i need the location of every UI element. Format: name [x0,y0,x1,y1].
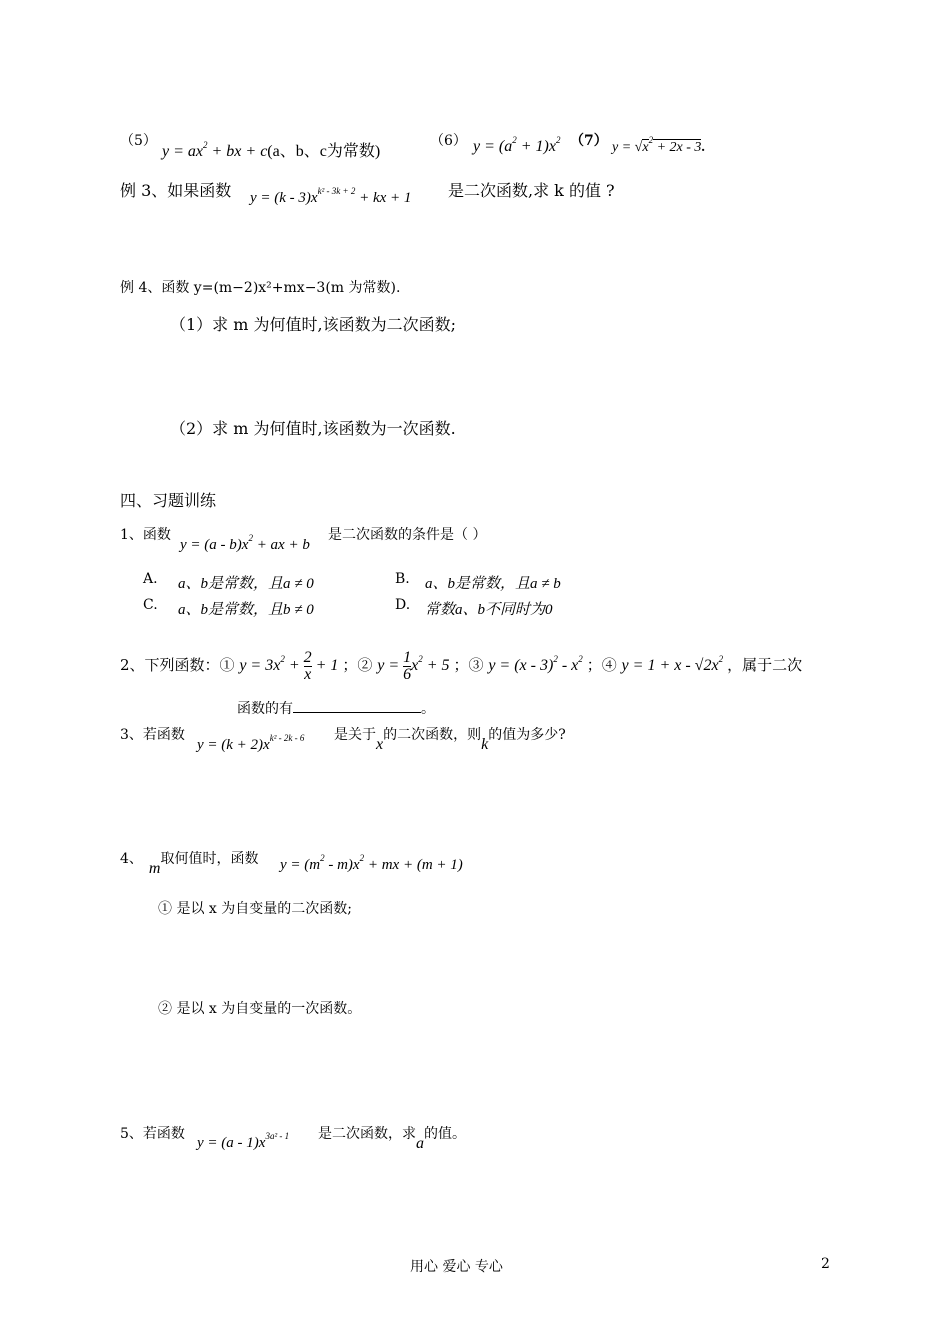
problem-3-text: 的值为多少? [488,727,566,743]
separator: ；③ [453,656,484,675]
variable-a: a [416,1135,424,1152]
formula-6: $y = (a^2 + 1)x^2$ [473,135,561,155]
problem-3-formula [197,733,305,754]
problem-4-q2: ② 是以 x 为自变量的一次函数。 [158,1001,362,1017]
option-b-text: a、b是常数，且a ≠ b [425,576,561,592]
option-b-label: B. [395,571,410,587]
example-3-question: 是二次函数,求 k 的值 ? [448,181,615,200]
formula-part: y = 1 + x - √2x [621,657,719,675]
problem-5-formula [197,1131,290,1152]
problem-3-rest [334,724,566,753]
variable-m: m [148,860,161,877]
problem-3-exponent: k² - 2k - 6 [269,733,305,743]
separator: ；④ [586,656,617,675]
problem-2-answer-prompt: 函数的有 [237,701,293,717]
formula-part: + 1 [311,657,339,675]
formula-part: - m)x [324,857,360,873]
example-3 [120,178,231,201]
formula-part: + [284,657,304,675]
footer-slogan: 用心 爱心 专心 [410,1259,503,1275]
formula-part: y = [377,657,404,675]
problem-1-question: 是二次函数的条件是（ ） [328,527,487,543]
numerator: 1 [403,649,412,666]
formula-7-end: . [701,140,705,155]
example-4-q2: （2）求 m 为何值时,该函数为一次函数. [170,419,456,438]
problem-5-rest [318,1123,466,1152]
option-a-label: A. [143,571,158,587]
problem-2-line-2 [237,698,435,718]
option-d-text: 常数a、b不同时为0 [425,602,553,618]
problem-5-text: 的值。 [424,1126,466,1142]
formula-7: $y = √x^2 + 2x - 3$. [612,135,705,155]
problem-4-number: 4、 [120,851,143,867]
problem-5-prefix: 5、若函数 [120,1126,185,1142]
option-c-label: C. [143,597,158,613]
page-number: 2 [821,1256,830,1272]
denominator: x [304,666,312,683]
problem-4-formula: $y = (m^2 - m)x^2$ + mx + (m + 1) [280,853,463,873]
problem-3-prefix: 3、若函数 [120,727,185,743]
answer-blank[interactable] [293,698,421,713]
problem-2-line [120,650,802,683]
section-heading: 四、习题训练 [120,491,217,510]
problem-2-formula-2: y = $\frac{1}{6}$ $x^2 + 5$ [377,649,450,683]
problem-4-prefix [120,848,259,877]
problem-1-formula-part: + ax + b [252,537,310,553]
problem-5-exponent: 3a² - 1 [265,1131,290,1141]
formula-5-part: y = ax [162,143,203,160]
variable-k: k [481,736,489,753]
formula-7-part: y = √ [612,140,643,155]
problem-1-formula: $y = (a - b)x^2$ + ax + b [180,533,310,553]
formula-part: + mx + (m + 1) [364,857,463,873]
denominator: 6 [403,666,412,683]
problem-5-formula-part: y = (a - 1)x [197,1135,266,1151]
problem-3-formula-part: y = (k + 2)x [197,737,270,753]
fraction-2-over-x [304,650,312,683]
example-3-prefix: 例 3、如果函数 [120,181,232,200]
example-3-exponent: k² - 3k + 2 [317,186,356,196]
problem-2-prefix: 2、下列函数：① [120,656,235,675]
formula-6-part: + 1)x [516,138,556,155]
example-3-formula-part: y = (k - 3)x [250,190,318,206]
option-d-label: D. [395,597,411,613]
formula-part: y = 3x [239,657,281,675]
problem-1-formula-part: y = (a - b)x [180,537,249,553]
example-4-title: 例 4、函数 y=(m−2)x²+mx−3(m 为常数). [120,280,401,296]
problem-2-formula-4: $y = 1 + x - √2x^2$ [621,654,724,675]
formula-7-part: x [642,140,649,155]
problem-1-prefix: 1、函数 [120,527,171,543]
formula-5-part: + bx + c [207,143,268,160]
formula-part: y = (x - 3) [488,657,554,675]
formula-part: + 5 [422,657,450,675]
item-6-number: （6） [430,133,467,149]
separator: ；② [342,656,373,675]
problem-5-text: 是二次函数，求 [318,1126,416,1142]
example-4-q1: （1）求 m 为何值时,该函数为二次函数; [170,315,457,334]
option-c-text: a、b是常数，且b ≠ 0 [178,602,314,618]
formula-5: $y = ax^2$ + bx + c(a、b、c为常数) [162,140,381,160]
formula-6-part: y = (a [473,138,513,155]
problem-3-text: 的二次函数，则 [383,727,482,743]
option-a-text: a、b是常数，且a ≠ 0 [178,576,314,592]
problem-3-text: 是关于 [334,727,376,743]
fraction-1-over-6 [403,650,411,683]
formula-5-condition: (a、b、c为常数) [267,143,381,160]
example-3-formula [250,186,412,207]
formula-part: y = (m [280,857,321,873]
formula-part: - x [557,657,579,675]
problem-2-formula-3: $y = (x - 3)^2 - x^2$ [488,654,583,675]
item-5-number: （5） [120,133,157,149]
problem-4-text: 取何值时，函数 [160,851,259,867]
formula-part: x [411,657,419,675]
item-7-number: （7） [570,133,608,149]
problem-4-q1: ① 是以 x 为自变量的二次函数; [158,901,352,917]
problem-2-suffix: ，属于二次 [727,656,803,675]
variable-x: x [376,736,384,753]
formula-7-part: + 2x - 3 [653,140,702,155]
numerator: 2 [303,649,312,666]
problem-2-formula-1: $y = 3x^2$ + $\frac{2}{x}$ + 1 [239,649,339,683]
example-3-formula-part: + kx + 1 [355,190,412,206]
problem-2-end: 。 [421,701,435,717]
